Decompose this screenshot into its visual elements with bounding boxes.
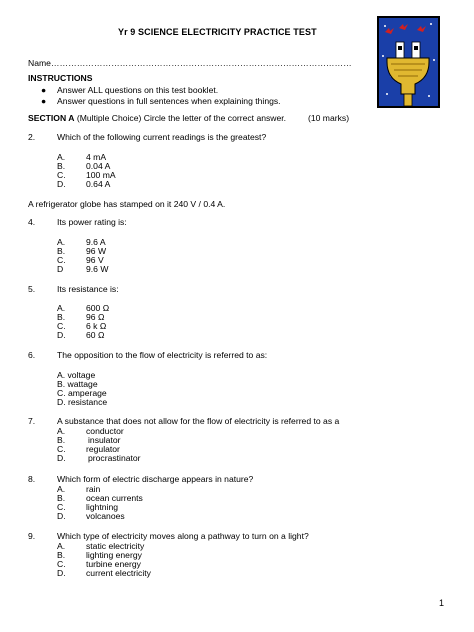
option-letter[interactable]: A. <box>57 541 66 551</box>
option-letter[interactable]: D. <box>57 179 66 189</box>
option-text[interactable]: 60 Ω <box>86 330 105 340</box>
option-letter[interactable]: C. <box>57 444 66 454</box>
option-letter[interactable]: C. <box>57 170 66 180</box>
option-letter[interactable]: C. <box>57 255 66 265</box>
option-letter[interactable]: C. <box>57 559 66 569</box>
question-stem: A refrigerator globe has stamped on it 240 V / 0.4 A. <box>28 199 226 209</box>
option-text[interactable]: B. wattage <box>57 379 98 389</box>
name-field-line[interactable]: Name…………………………………………………………………………………………… <box>28 58 352 68</box>
option-text[interactable]: 600 Ω <box>86 303 110 313</box>
option-text[interactable]: 9.6 W <box>86 264 109 274</box>
electric-plug-icon <box>377 16 440 108</box>
bullet-icon: ● <box>41 96 47 106</box>
option-text[interactable]: 0.04 A <box>86 161 111 171</box>
option-text[interactable]: conductor <box>86 426 124 436</box>
option-text[interactable]: lightning <box>86 502 119 512</box>
option-text[interactable]: 6 k Ω <box>86 321 107 331</box>
option-text[interactable]: current electricity <box>86 568 151 578</box>
option-text[interactable]: 96 Ω <box>86 312 105 322</box>
option-text[interactable]: regulator <box>86 444 120 454</box>
option-text[interactable]: rain <box>86 484 101 494</box>
instructions-heading: INSTRUCTIONS <box>28 73 93 83</box>
option-text[interactable]: 4 mA <box>86 152 107 162</box>
question-text: Which form of electric discharge appears in nature? <box>57 474 254 484</box>
question-number: 8. <box>28 474 36 484</box>
question-text: Which type of electricity moves along a pathway to turn on a light? <box>57 531 309 541</box>
option-text[interactable]: 96 V <box>86 255 104 265</box>
question-number: 6. <box>28 350 36 360</box>
option-text[interactable]: insulator <box>88 435 121 445</box>
page-title: Yr 9 SCIENCE ELECTRICITY PRACTICE TEST <box>118 27 317 37</box>
page-number: 1 <box>439 598 445 608</box>
option-letter[interactable]: D. <box>57 568 66 578</box>
question-text: Its power rating is: <box>57 217 127 227</box>
option-text[interactable]: 100 mA <box>86 170 116 180</box>
question-text: Which of the following current readings is the greatest? <box>57 132 267 142</box>
question-number: 7. <box>28 416 36 426</box>
option-letter[interactable]: B. <box>57 312 66 322</box>
option-letter[interactable]: A. <box>57 237 66 247</box>
option-text[interactable]: 0.64 A <box>86 179 111 189</box>
option-text[interactable]: static electricity <box>86 541 145 551</box>
option-text[interactable]: D. resistance <box>57 397 108 407</box>
option-letter[interactable]: A. <box>57 303 66 313</box>
section-a-heading: SECTION A (Multiple Choice) Circle the letter of the correct answer. <box>28 113 287 123</box>
option-text[interactable]: A. voltage <box>57 370 96 380</box>
option-letter[interactable]: D. <box>57 453 66 463</box>
option-text[interactable]: lighting energy <box>86 550 142 560</box>
option-text[interactable]: 9.6 A <box>86 237 106 247</box>
option-letter[interactable]: B. <box>57 246 66 256</box>
option-text[interactable]: 96 W <box>86 246 107 256</box>
option-letter[interactable]: A. <box>57 426 66 436</box>
option-letter[interactable]: A. <box>57 484 66 494</box>
question-number: 4. <box>28 217 36 227</box>
option-letter[interactable]: B. <box>57 550 66 560</box>
option-text[interactable]: volcanoes <box>86 511 125 521</box>
option-letter[interactable]: D <box>57 264 64 274</box>
option-letter[interactable]: D. <box>57 330 66 340</box>
option-text[interactable]: procrastinator <box>88 453 141 463</box>
option-letter[interactable]: C. <box>57 502 66 512</box>
option-letter[interactable]: B. <box>57 161 66 171</box>
option-letter[interactable]: D. <box>57 511 66 521</box>
question-text: Its resistance is: <box>57 284 119 294</box>
question-text: A substance that does not allow for the flow of electricity is referred to as a <box>57 416 340 426</box>
question-number: 9. <box>28 531 36 541</box>
option-letter[interactable]: B. <box>57 493 66 503</box>
option-text[interactable]: turbine energy <box>86 559 141 569</box>
question-number: 2. <box>28 132 36 142</box>
question-number: 5. <box>28 284 36 294</box>
instruction-item: ● Answer ALL questions on this test booklet. <box>41 85 219 95</box>
option-letter[interactable]: A. <box>57 152 66 162</box>
question-text: The opposition to the flow of electricity is referred to as: <box>57 350 268 360</box>
option-text[interactable]: C. amperage <box>57 388 107 398</box>
option-letter[interactable]: B. <box>57 435 66 445</box>
option-letter[interactable]: C. <box>57 321 66 331</box>
section-a-marks: (10 marks) <box>308 113 350 123</box>
bullet-icon: ● <box>41 85 47 95</box>
option-text[interactable]: ocean currents <box>86 493 143 503</box>
instruction-item: ● Answer questions in full sentences when explaining things. <box>41 96 281 106</box>
